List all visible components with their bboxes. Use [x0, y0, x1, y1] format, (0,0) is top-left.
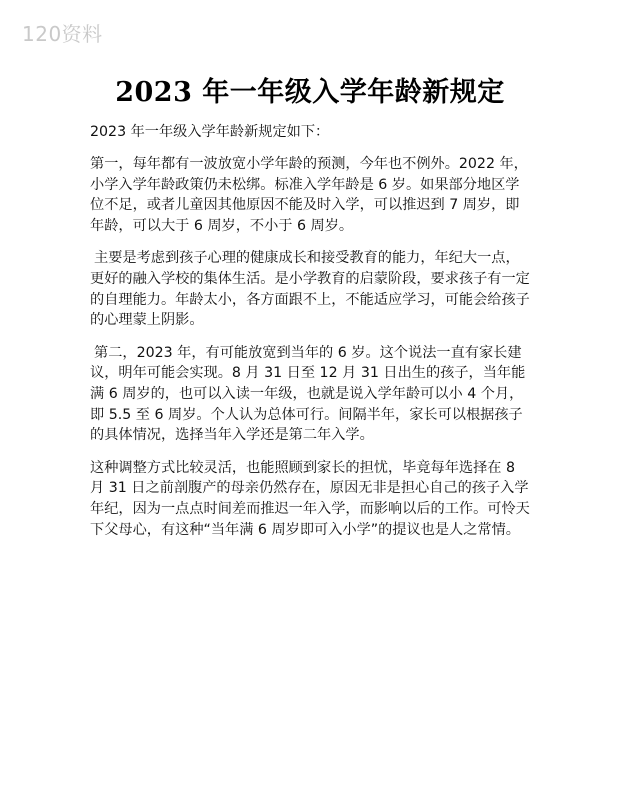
paragraph-1: 第一，每年都有一波放宽小学年龄的预测，今年也不例外。2022 年，小学入学年龄政策仍未松绑。标准入学年龄是 6 岁。如果部分地区学位不足，或者儿童因其他原因不能及时入学，可以推迟到 7 周岁，即年龄，可以大于 6 周岁，不小于 6 周岁。 [90, 156, 528, 234]
paragraph-4: 这种调整方式比较灵活，也能照顾到家长的担忧，毕竟每年选择在 8 月 31 日之前剖腹产的母亲仍然存在，原因无非是担心自己的孩子入学年纪，因为一点点时间差而推迟一年入学，而影响以后的工作。可怜天下父母心，有这种“当年满 6 周岁即可入小学”的提议也是人之常情。 [90, 459, 530, 538]
paragraph-2: 主要是考虑到孩子心理的健康成长和接受教育的能力，年纪大一点，更好的融入学校的集体生活。是小学教育的启蒙阶段，要求孩子有一定的自理能力。年龄太小，各方面跟不上，不能适应学习，可能会给孩子的心理蒙上阴影。 [90, 250, 530, 329]
intro-paragraph: 2023 年一年级入学年龄新规定如下： [90, 124, 330, 140]
watermark: 120资料 [22, 22, 103, 46]
document-title: 2023 年一年级入学年龄新规定 [115, 77, 505, 108]
paragraph-3: 第二，2023 年，有可能放宽到当年的 6 岁。这个说法一直有家长建议，明年可能会实现。8 月 31 日至 12 月 31 日出生的孩子，当年能满 6 周岁的，也可以入读一年级，也就是说入学年龄可以小 4 个月，即 5.5 至 6 周岁。个人认为总体可行。间隔半年，家长可以根据孩子的具体情况，选择当年入学还是第二年入学。 [90, 344, 526, 444]
document-body [90, 70, 530, 540]
